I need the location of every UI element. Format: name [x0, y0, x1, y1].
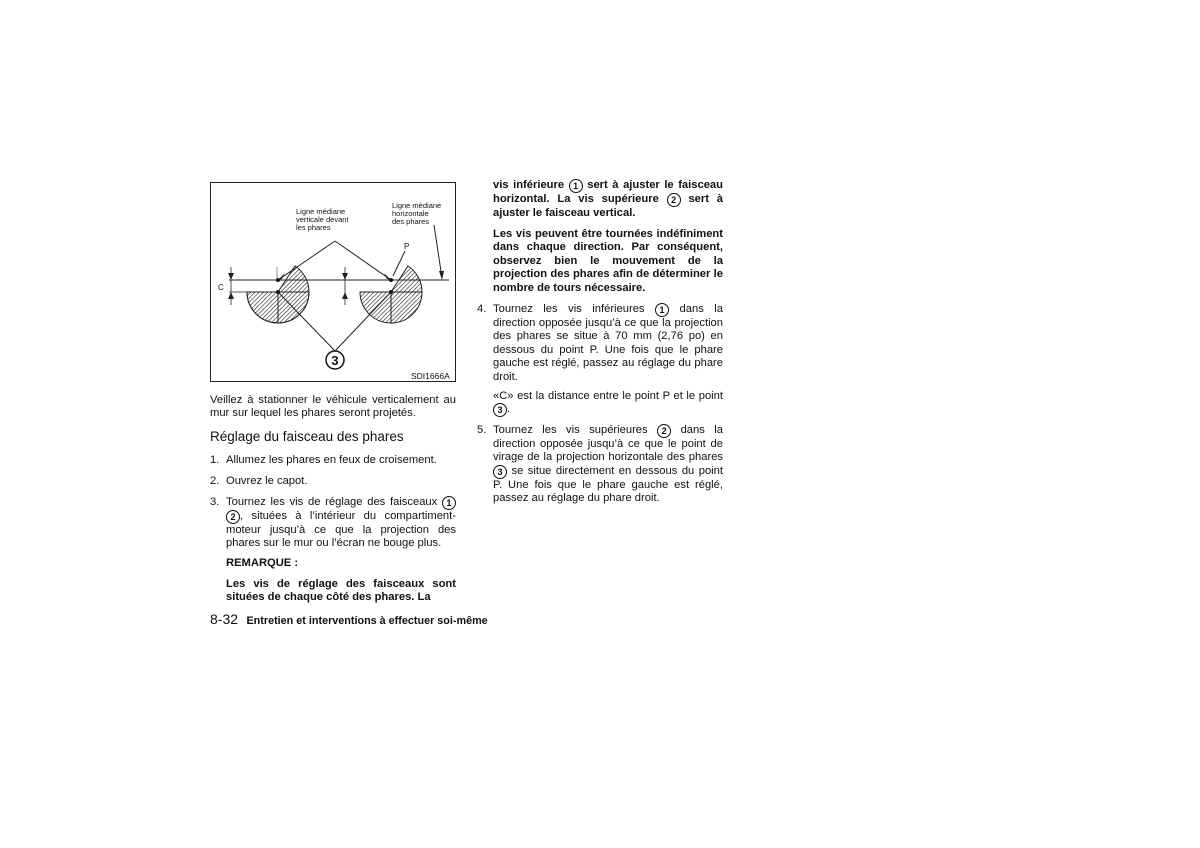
- label-vertical-line-2: verticale devant: [296, 215, 349, 224]
- step-5-number: 5.: [477, 424, 487, 436]
- step-4-text-b: dans la direction opposée jusqu’à ce que la projection des phares se situe à 70 mm (2,76 po) en dessous du point P. Une fois que le phare gauche est réglé, passez au réglage du phare droit.: [493, 303, 724, 383]
- circled-1: 1: [569, 179, 583, 193]
- circled-2: 2: [667, 193, 681, 207]
- circled-1: 1: [442, 496, 456, 510]
- c-note-text: «C» est la distance entre le point P et le point: [493, 390, 723, 402]
- section-heading: Réglage du faisceau des phares: [210, 429, 404, 444]
- p1-text-b: sert à ajuster le faisceau horizontal. La vis supérieure: [493, 179, 723, 205]
- step-4: [477, 303, 723, 384]
- c-distance-note: «C» est la distance entre le point P et le point 3 .: [493, 390, 723, 416]
- p1-text-a: vis inférieure: [493, 179, 565, 191]
- step-2: [210, 475, 456, 488]
- diagram-drawing: [211, 183, 457, 383]
- step-3-text-a: Tournez les vis de réglage des faisceaux: [226, 496, 438, 508]
- left-beam-hatched-left: [247, 292, 278, 323]
- circled-3: 3: [493, 403, 507, 417]
- step-4-text-a: Tournez les vis inférieures: [493, 303, 645, 315]
- circled-1: 1: [655, 303, 669, 317]
- right-paragraph-2: Les vis peuvent être tournées indéfiniment dans chaque direction. Par conséquent, observez bien le mouvement de la projection des phares afin de déterminer le nombre de tours nécessaire.: [493, 228, 723, 294]
- figure-code: SDI1666A: [411, 371, 450, 381]
- step-5-text-a: Tournez les vis supérieures: [493, 424, 648, 436]
- page-number: 8-32: [210, 611, 239, 627]
- circled-3: 3: [493, 465, 507, 479]
- step-1-number: 1.: [210, 454, 220, 466]
- step-2-text: Ouvrez le capot.: [226, 475, 308, 487]
- step-3-text: [226, 496, 456, 551]
- circled-2: 2: [657, 424, 671, 438]
- label-horizontal-line-3: des phares: [392, 217, 430, 226]
- step-3-text-b: , situées à l’intérieur du compartiment-moteur jusqu’à ce que la projection des phares sur le mur ou l’écran ne bouge plus.: [226, 510, 456, 550]
- label-p: P: [404, 242, 410, 251]
- step-3: [210, 496, 456, 551]
- callout-3-label: 3: [331, 353, 339, 368]
- step-5-text: [493, 424, 723, 506]
- circled-2: 2: [226, 510, 240, 524]
- footer-title: Entretien et interventions à effectuer soi-même: [246, 615, 488, 627]
- label-vertical-line-1: Ligne médiane: [296, 207, 346, 216]
- p1-text-c: sert à ajuster le faisceau vertical.: [493, 193, 723, 219]
- label-horizontal-line-2: horizontale: [392, 209, 429, 218]
- step-4-number: 4.: [477, 303, 487, 315]
- remark-text: Les vis de réglage des faisceaux sont situées de chaque côté des phares. La: [226, 578, 456, 604]
- intro-paragraph: Veillez à stationner le véhicule verticalement au mur sur lequel les phares seront projetés.: [210, 394, 456, 420]
- step-5-text-b: dans la direction opposée jusqu’à ce que le point de virage de la projection horizontale des phares: [493, 424, 723, 464]
- label-vertical-line-3: les phares: [296, 223, 331, 232]
- headlight-diagram: [210, 182, 456, 382]
- right-paragraph-1: [493, 179, 723, 220]
- step-4-text: [493, 303, 723, 384]
- step-3-number: 3.: [210, 496, 220, 508]
- step-5-text-c: se situe directement en dessous du point P. Une fois que le phare gauche est réglé, passez au réglage du phare droit.: [493, 464, 723, 505]
- remark-title: REMARQUE :: [226, 557, 299, 569]
- step-1-text: Allumez les phares en feux de croisement.: [226, 454, 437, 466]
- step-1: [210, 454, 456, 467]
- label-c: C: [218, 283, 224, 292]
- right-beam-hatched-lower: [391, 292, 422, 323]
- step-2-number: 2.: [210, 475, 220, 487]
- label-horizontal-line-1: Ligne médiane: [392, 201, 442, 210]
- page-footer: [210, 611, 488, 629]
- step-5: [477, 424, 723, 506]
